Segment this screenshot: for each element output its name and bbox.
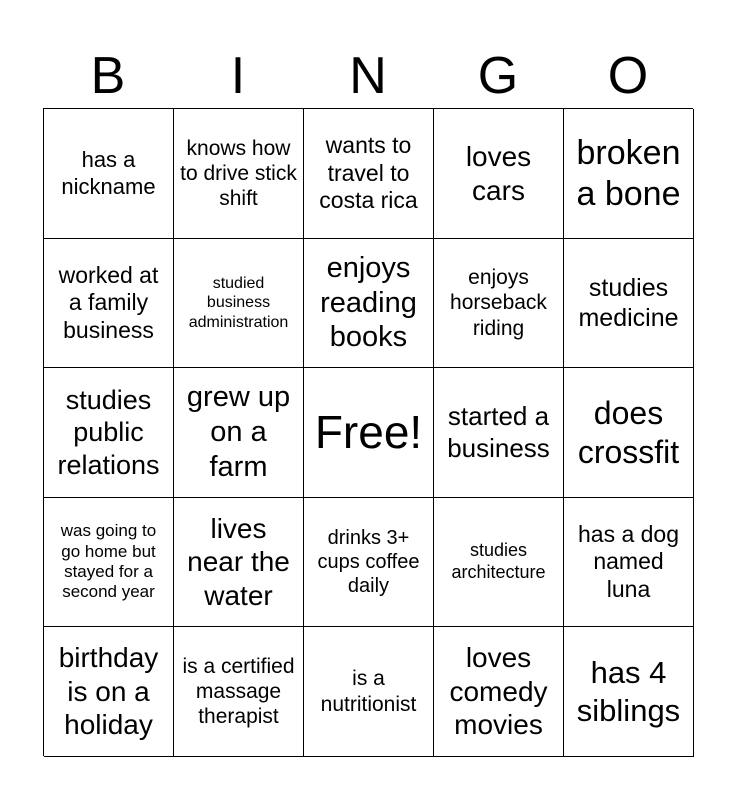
bingo-cell bbox=[434, 239, 564, 368]
bingo-cell-text: worked at a family business bbox=[58, 261, 159, 343]
bingo-cell-text: is a certified massage therapist bbox=[182, 654, 295, 729]
bingo-cell bbox=[564, 239, 694, 368]
bingo-cell-text: studies public relations bbox=[57, 384, 160, 480]
bingo-cell bbox=[304, 109, 434, 239]
bingo-cell-text: loves cars bbox=[465, 140, 532, 206]
free-space-cell bbox=[304, 368, 434, 498]
bingo-cell-text: broken a bone bbox=[576, 133, 681, 213]
bingo-cell-text: was going to go home but stayed for a second year bbox=[60, 521, 157, 602]
bingo-cell bbox=[564, 498, 694, 627]
bingo-cell-text: has a nickname bbox=[61, 147, 156, 199]
bingo-cell bbox=[44, 239, 174, 368]
bingo-cell bbox=[174, 239, 304, 368]
bingo-cell bbox=[304, 498, 434, 627]
bingo-cell-text: wants to travel to costa rica bbox=[319, 132, 418, 214]
header-letter-g: G bbox=[477, 47, 519, 105]
bingo-cell-text: has 4 siblings bbox=[576, 655, 681, 728]
bingo-cell bbox=[44, 627, 174, 757]
bingo-cell-text: knows how to drive stick shift bbox=[180, 136, 297, 211]
bingo-cell bbox=[564, 368, 694, 498]
bingo-cell-text: lives near the water bbox=[187, 512, 290, 611]
bingo-cell bbox=[174, 109, 304, 239]
bingo-cell-text: is a nutritionist bbox=[320, 667, 417, 716]
bingo-cell bbox=[44, 109, 174, 239]
header-letter-o: O bbox=[607, 47, 649, 105]
bingo-cell bbox=[304, 239, 434, 368]
header-letter-b: B bbox=[90, 47, 126, 105]
bingo-cell-text: studies medicine bbox=[578, 274, 679, 332]
bingo-cell bbox=[174, 498, 304, 627]
bingo-cell bbox=[434, 368, 564, 498]
bingo-cell bbox=[174, 368, 304, 498]
bingo-cell-text: does crossfit bbox=[577, 395, 680, 470]
header-letter-n: N bbox=[349, 47, 387, 105]
bingo-cell-text: started a business bbox=[447, 401, 550, 463]
bingo-cell bbox=[304, 627, 434, 757]
bingo-cell-text: has a dog named luna bbox=[577, 520, 680, 602]
bingo-cell bbox=[434, 627, 564, 757]
bingo-cell-text: birthday is on a holiday bbox=[58, 642, 159, 741]
bingo-cell-text: loves comedy movies bbox=[449, 642, 548, 741]
bingo-cell bbox=[44, 498, 174, 627]
bingo-cell bbox=[44, 368, 174, 498]
bingo-cell-text: studied business administration bbox=[188, 275, 289, 331]
bingo-cell-text: Free! bbox=[314, 405, 423, 458]
bingo-cell bbox=[564, 109, 694, 239]
bingo-cell-text: enjoys reading books bbox=[320, 251, 417, 354]
header-letter-i: I bbox=[230, 47, 246, 105]
bingo-cell bbox=[434, 109, 564, 239]
bingo-cell-text: enjoys horseback riding bbox=[450, 266, 547, 340]
bingo-card-grid bbox=[43, 108, 693, 756]
bingo-cell-text: grew up on a farm bbox=[186, 381, 291, 483]
bingo-header bbox=[43, 44, 693, 108]
bingo-cell bbox=[564, 627, 694, 757]
bingo-cell-text: drinks 3+ cups coffee daily bbox=[317, 527, 420, 597]
bingo-cell bbox=[434, 498, 564, 627]
bingo-cell bbox=[174, 627, 304, 757]
bingo-cell-text: studies architecture bbox=[451, 540, 546, 582]
